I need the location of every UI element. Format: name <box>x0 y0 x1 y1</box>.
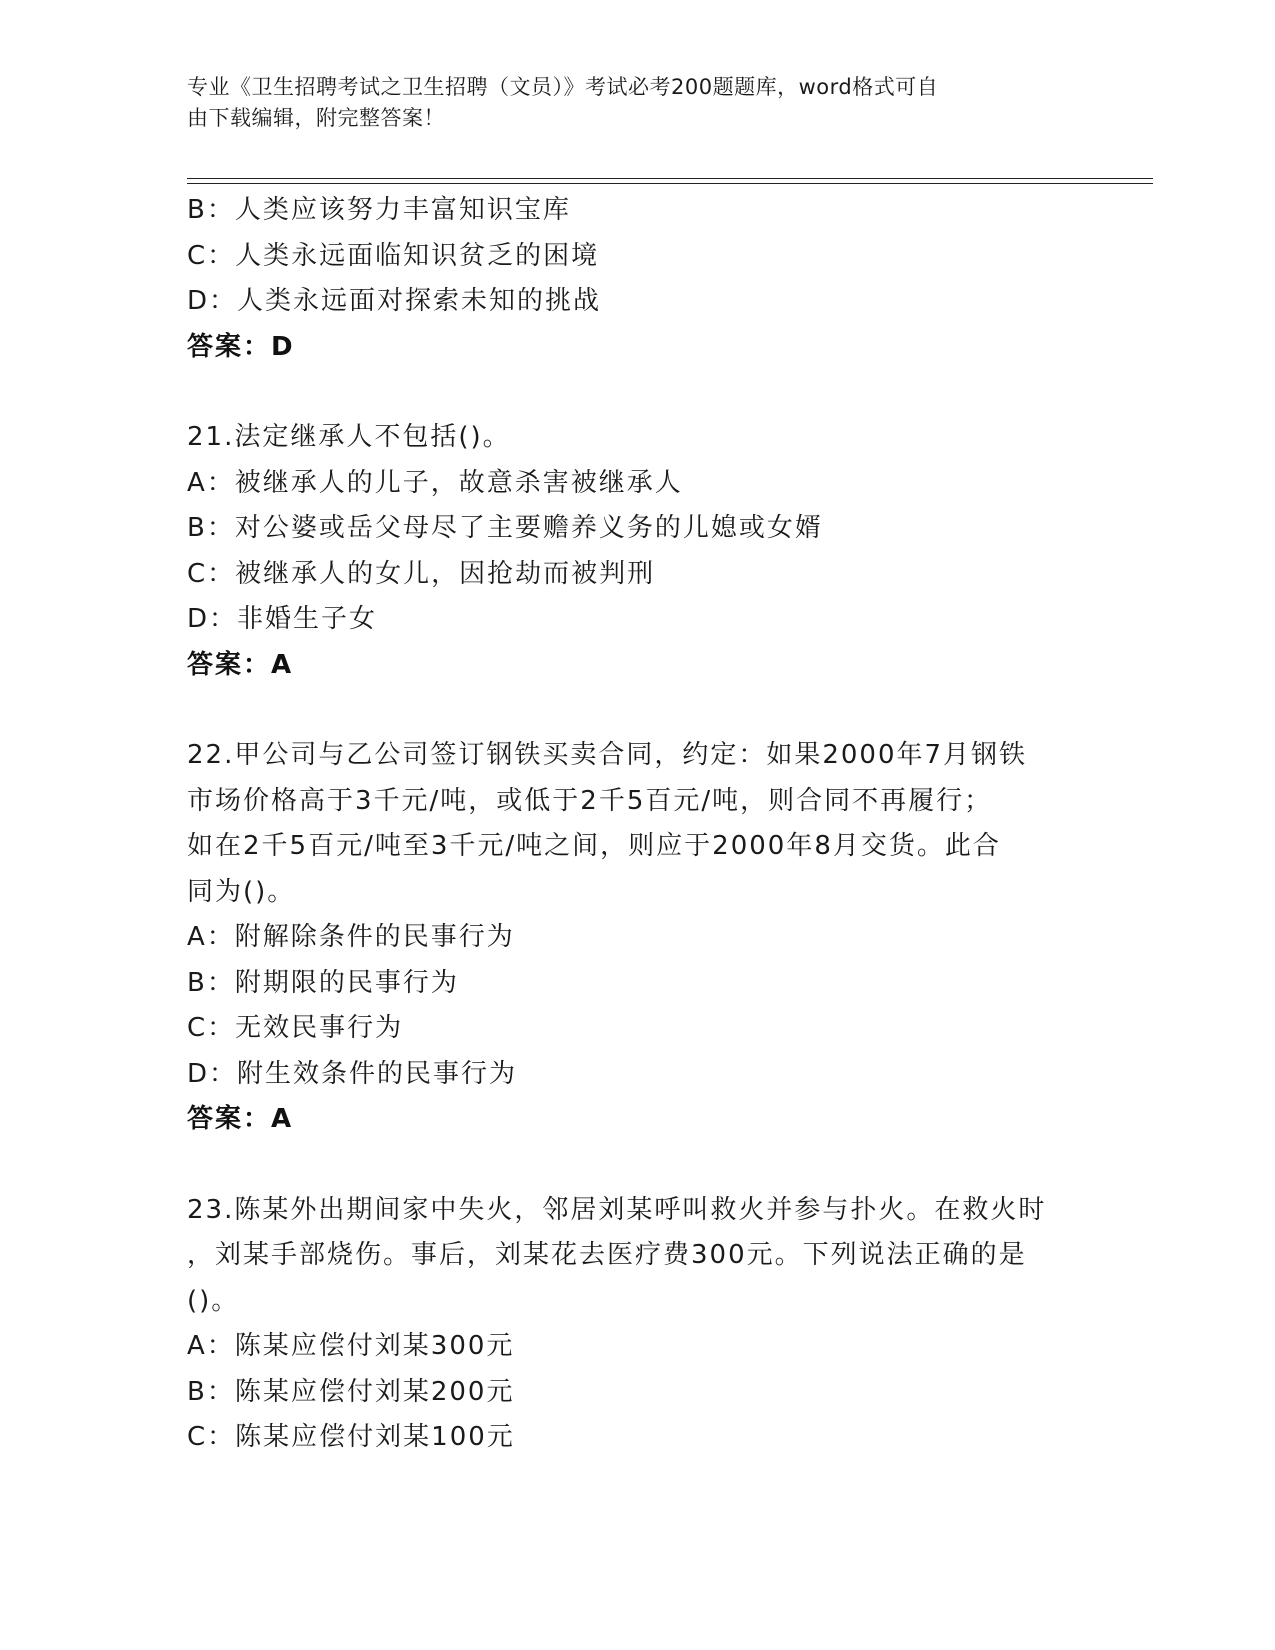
question-content <box>187 188 1087 1461</box>
option-a: A：附解除条件的民事行为 <box>187 922 515 952</box>
header-title-line-2: 由下载编辑，附完整答案！ <box>187 106 445 130</box>
option-d: D：附生效条件的民事行为 <box>187 1058 518 1089</box>
question-22 <box>187 733 1087 1143</box>
option-d: D：非婚生子女 <box>187 604 378 634</box>
document-header <box>187 72 1067 134</box>
option-c: C：被继承人的女儿，因抢劫而被判刑 <box>187 558 656 589</box>
header-divider-top <box>187 178 1153 179</box>
question-stem-line: 22.甲公司与乙公司签订钢铁买卖合同，约定：如果2000年7月钢铁 <box>187 740 1028 770</box>
answer-line: 答案：A <box>187 1104 294 1134</box>
option-b: B：附期限的民事行为 <box>187 967 459 998</box>
answer-line: 答案：A <box>187 649 294 680</box>
header-title-line-1: 专业《卫生招聘考试之卫生招聘（文员）》考试必考200题题库，word格式可自 <box>187 75 939 99</box>
header-divider-bottom <box>187 183 1153 184</box>
question-stem-line: 同为()。 <box>187 876 296 907</box>
option-b: B：人类应该努力丰富知识宝库 <box>187 195 571 225</box>
question-21 <box>187 415 1087 688</box>
question-stem-line: ，刘某手部烧伤。事后，刘某花去医疗费300元。下列说法正确的是 <box>187 1240 1027 1270</box>
question-stem-line: ()。 <box>187 1285 240 1316</box>
option-c: C：陈某应偿付刘某100元 <box>187 1422 515 1452</box>
option-a: A：陈某应偿付刘某300元 <box>187 1331 515 1361</box>
question-stem-line: 23.陈某外出期间家中失火，邻居刘某呼叫救火并参与扑火。在救火时 <box>187 1194 1047 1225</box>
question-stem-line: 如在2千5百元/吨至3千元/吨之间，则应于2000年8月交货。此合 <box>187 831 1001 861</box>
option-d: D：人类永远面对探索未知的挑战 <box>187 286 602 316</box>
question-stem-line: 21.法定继承人不包括()。 <box>187 422 511 452</box>
answer-line: 答案：D <box>187 331 295 362</box>
question-stem-line: 市场价格高于3千元/吨，或低于2千5百元/吨，则合同不再履行； <box>187 785 993 816</box>
option-c: C：人类永远面临知识贫乏的困境 <box>187 240 600 271</box>
option-c: C：无效民事行为 <box>187 1013 404 1043</box>
option-b: B：陈某应偿付刘某200元 <box>187 1376 515 1407</box>
option-a: A：被继承人的儿子，故意杀害被继承人 <box>187 467 683 498</box>
prev-question-block <box>187 188 1087 370</box>
option-b: B：对公婆或岳父母尽了主要赡养义务的儿媳或女婿 <box>187 513 823 543</box>
question-23 <box>187 1188 1087 1461</box>
